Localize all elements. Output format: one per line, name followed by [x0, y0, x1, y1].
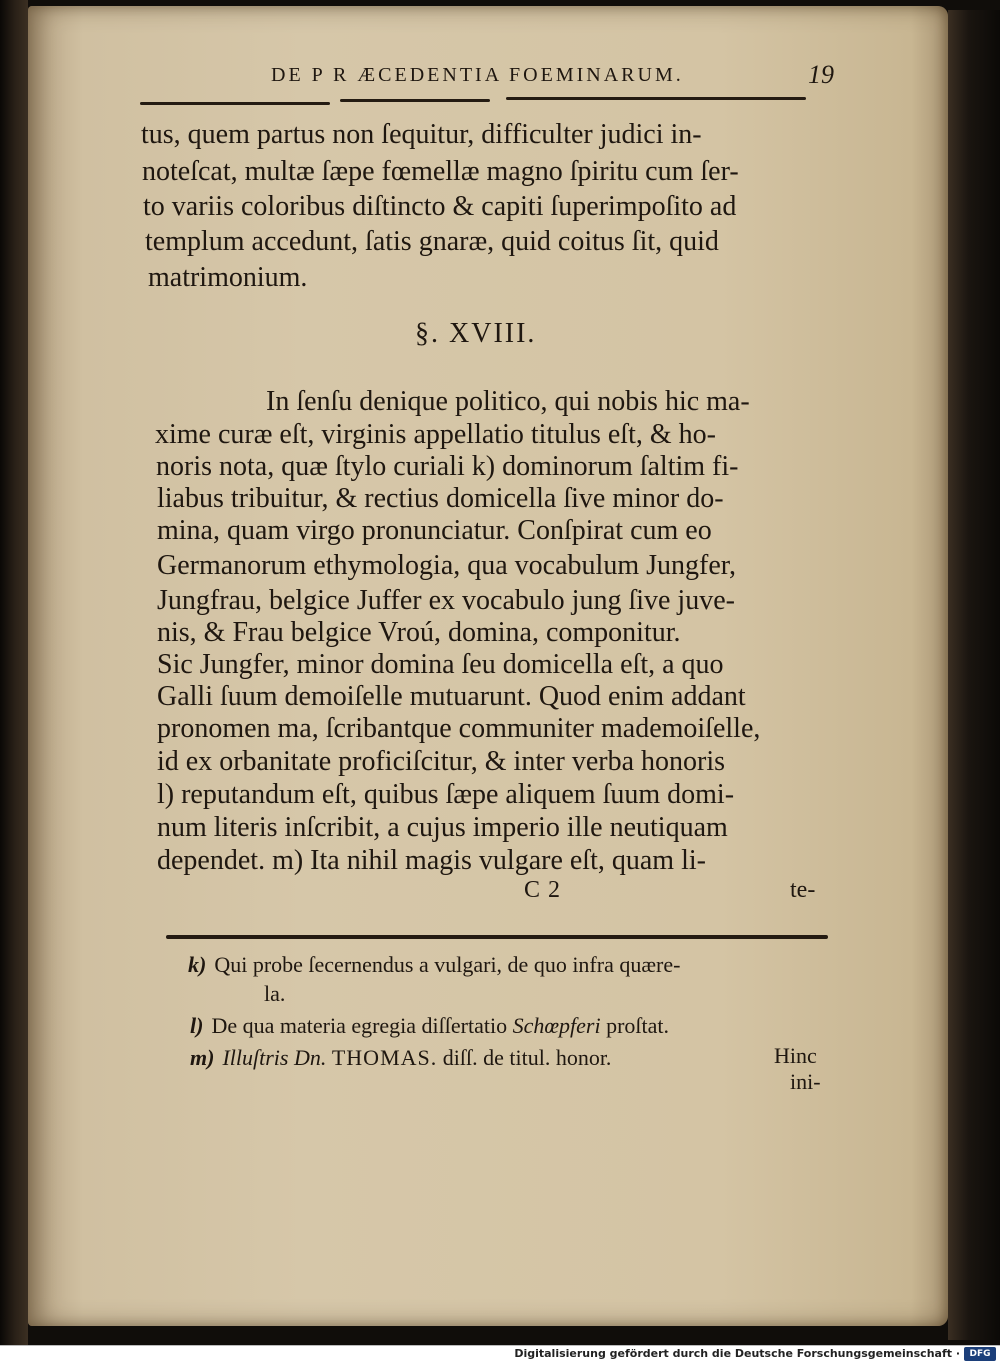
text-line: Sic Jungfer, minor domina ſeu domicella eſt, a quo: [157, 649, 724, 680]
footnote-l: [190, 1014, 669, 1038]
text-line: l) reputandum eſt, quibus ſæpe aliquem ſuum domi-: [157, 779, 735, 810]
text-line: dependet. m) Ita nihil magis vulgare eſt, quam li-: [157, 845, 706, 876]
book-page: [28, 6, 948, 1326]
page-number: 19: [808, 60, 834, 89]
footnote-mark: m): [190, 1045, 215, 1070]
text-line: templum accedunt, ſatis gnaræ, quid coitus ſit, quid: [145, 226, 719, 257]
footnote-text: proſtat.: [600, 1013, 670, 1038]
footnote-text: De qua materia egregia diſſertatio: [211, 1013, 513, 1038]
text-line: mina, quam virgo pronunciatur. Conſpirat cum eo: [157, 515, 712, 546]
catchword: te-: [790, 877, 816, 903]
text-line: matrimonium.: [148, 262, 308, 293]
header-rule: [140, 102, 330, 105]
footnote-author: Schœpferi: [512, 1013, 601, 1038]
text-line: Galli ſuum demoiſelle mutuarunt. Quod enim addant: [157, 681, 746, 712]
text-line: num literis inſcribit, a cujus imperio ille neutiquam: [157, 812, 728, 843]
footnote-rule: [166, 935, 828, 939]
signature-mark: C 2: [524, 877, 562, 903]
footnote-text: Qui probe ſecernendus a vulgari, de quo infra quære-: [214, 952, 681, 977]
header-rule: [340, 99, 490, 102]
footnote-mark: l): [190, 1013, 204, 1038]
text-line: liabus tribuitur, & rectius domicella ſive minor do-: [157, 483, 724, 514]
text-line: pronomen ma, ſcribantque communiter mademoiſelle,: [157, 713, 761, 744]
text-line: noteſcat, multæ ſæpe fœmellæ magno ſpiritu cum ſer-: [142, 156, 739, 187]
text-line: Jungfrau, belgice Juffer ex vocabulo jung ſive juve-: [157, 585, 735, 616]
footnote-mark: k): [188, 952, 207, 977]
footnote-m-tail: Hinc: [774, 1043, 817, 1068]
footnote-m: [190, 1046, 611, 1070]
header-rule: [506, 97, 806, 100]
footnote-m-continuation: ini-: [790, 1069, 821, 1094]
running-title: DE P R ÆCEDENTIA FOEMINARUM.: [271, 64, 684, 86]
text-line: id ex orbanitate proficiſcitur, & inter verba honoris: [157, 746, 726, 777]
text-line: tus, quem partus non ſequitur, difficulter judici in-: [141, 119, 702, 150]
text-line: nis, & Frau belgice Vroú, domina, componitur.: [157, 617, 681, 648]
funding-credit: Digitalisierung gefördert durch die Deutsche Forschungsgemeinschaft ·: [514, 1347, 960, 1360]
text-line: to variis coloribus diſtincto & capiti ſuperimpoſito ad: [143, 191, 737, 222]
text-line: In ſenſu denique politico, qui nobis hic ma-: [266, 386, 750, 417]
footnote-k-continuation: la.: [264, 981, 286, 1006]
previous-page-edge: [0, 0, 28, 1345]
text-line: noris nota, quæ ſtylo curiali k) dominorum ſaltim fi-: [156, 451, 739, 482]
footnote-k: [188, 953, 680, 977]
text-line: Germanorum ethymologia, qua vocabulum Jungfer,: [157, 550, 736, 581]
right-page-edge: [948, 10, 1000, 1340]
text-line: xime curæ eſt, virginis appellatio titulus eſt, & ho-: [155, 419, 716, 450]
footnote-text: diſſ. de titul. honor.: [437, 1045, 612, 1070]
footnote-prefix: Illuſtris Dn.: [222, 1045, 327, 1070]
dfg-logo: DFG: [964, 1347, 996, 1361]
section-heading: §. XVIII.: [415, 318, 537, 349]
footnote-name: THOMAS.: [331, 1045, 438, 1070]
credit-bar: [0, 1345, 1000, 1363]
